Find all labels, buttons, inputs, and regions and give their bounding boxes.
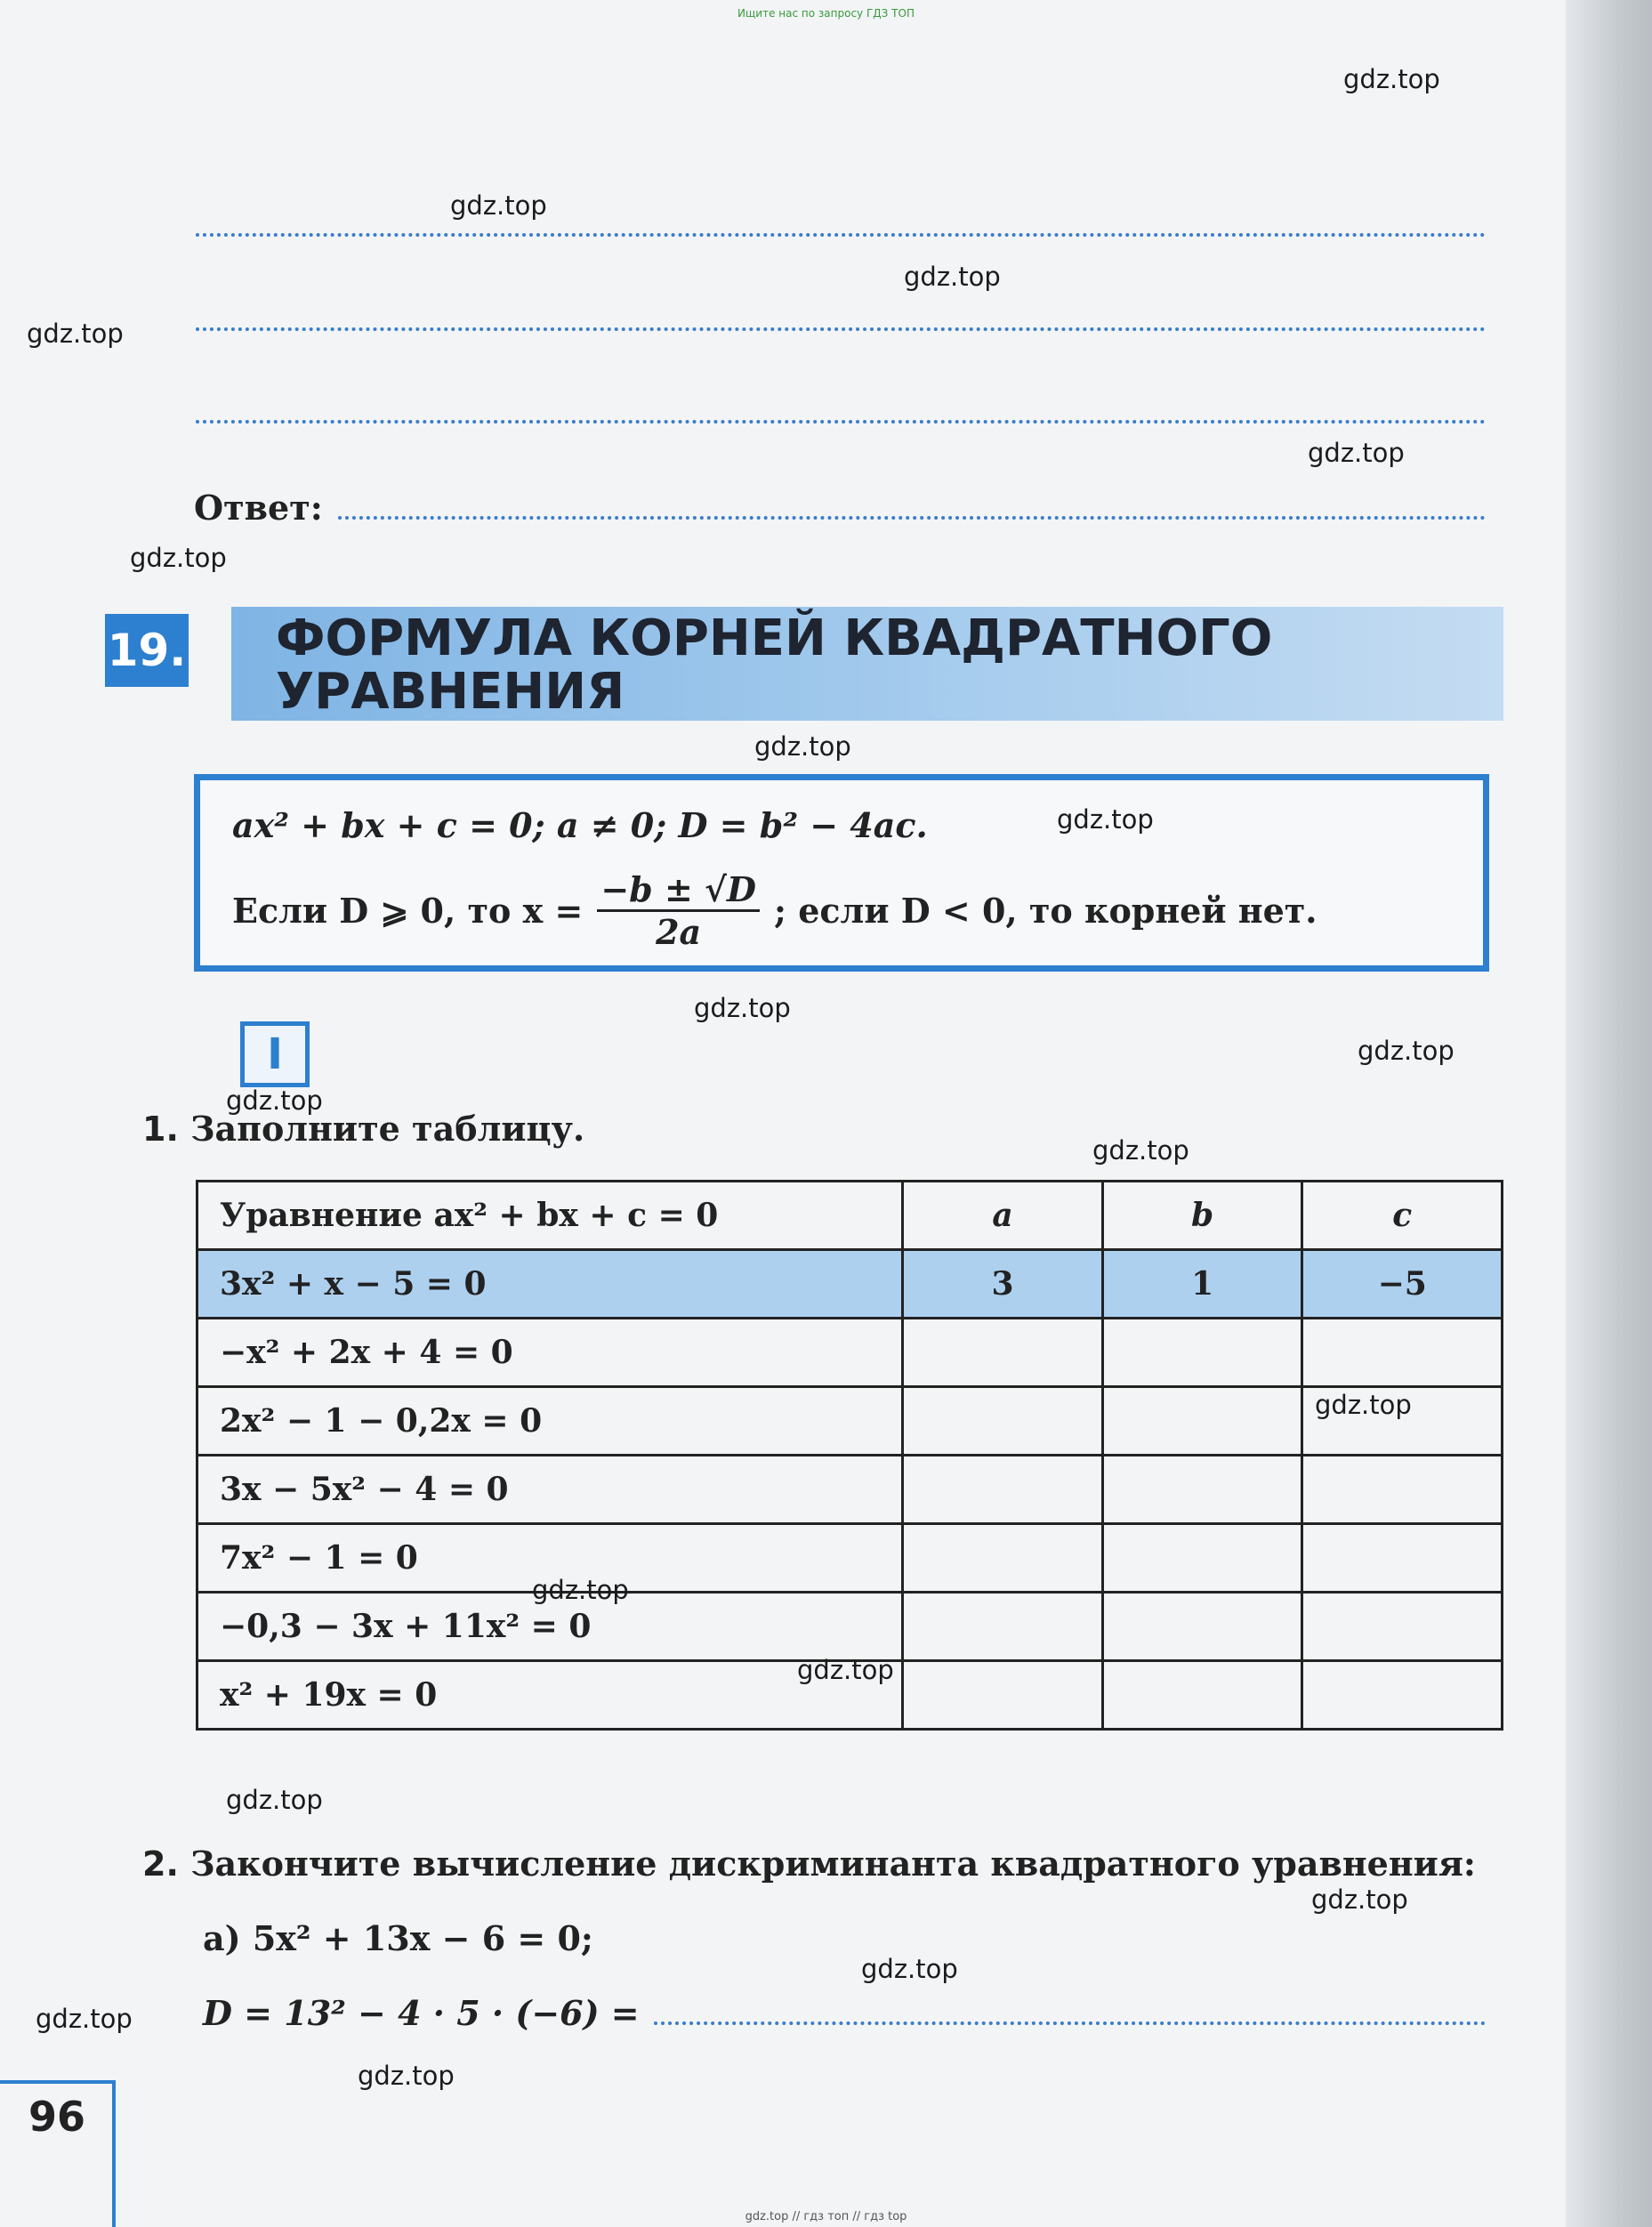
watermark: gdz.top xyxy=(358,2061,455,2091)
section-title-line1: ФОРМУЛА КОРНЕЙ КВАДРАТНОГО xyxy=(276,609,1273,667)
a-cell: 3 xyxy=(903,1250,1103,1319)
watermark: gdz.top xyxy=(532,1575,629,1605)
table-row xyxy=(197,1456,1503,1524)
formula-else-text: ; если D < 0, то корней нет. xyxy=(773,891,1318,931)
c-cell[interactable] xyxy=(1302,1661,1503,1730)
table-row xyxy=(197,1387,1503,1456)
footer-note: gdz.top // гдз топ // гдз top xyxy=(745,2210,907,2223)
watermark: gdz.top xyxy=(694,993,791,1023)
b-cell[interactable] xyxy=(1102,1319,1302,1387)
watermark: gdz.top xyxy=(226,1785,323,1815)
b-cell[interactable] xyxy=(1102,1387,1302,1456)
b-cell[interactable] xyxy=(1102,1661,1302,1730)
equation-cell: −x² + 2x + 4 = 0 xyxy=(197,1319,903,1387)
header-a: a xyxy=(903,1182,1103,1250)
watermark: gdz.top xyxy=(904,262,1001,292)
answer-line[interactable] xyxy=(196,327,1486,331)
coefficients-table xyxy=(196,1180,1503,1731)
b-cell[interactable] xyxy=(1102,1593,1302,1661)
watermark: gdz.top xyxy=(1358,1036,1455,1066)
watermark: gdz.top xyxy=(1308,438,1405,468)
watermark: gdz.top xyxy=(36,2004,133,2034)
equation-cell: 2x² − 1 − 0,2x = 0 xyxy=(197,1387,903,1456)
page-number: 96 xyxy=(28,2093,85,2141)
fraction-denominator: 2a xyxy=(656,912,702,952)
c-cell: −5 xyxy=(1302,1250,1503,1319)
a-cell[interactable] xyxy=(903,1524,1103,1593)
answer-line[interactable] xyxy=(338,516,1486,520)
table-row-example xyxy=(197,1250,1503,1319)
answer-line[interactable] xyxy=(654,2021,1486,2025)
table-row xyxy=(197,1593,1503,1661)
formula-line2 xyxy=(232,869,1318,952)
c-cell[interactable] xyxy=(1302,1524,1503,1593)
watermark: gdz.top xyxy=(1315,1390,1412,1420)
header-equation: Уравнение ax² + bx + c = 0 xyxy=(197,1182,903,1250)
task-2-number: 2. xyxy=(142,1844,179,1884)
equation-cell: −0,3 − 3x + 11x² = 0 xyxy=(197,1593,903,1661)
a-cell[interactable] xyxy=(903,1387,1103,1456)
equation-cell: 3x − 5x² − 4 = 0 xyxy=(197,1456,903,1524)
formula-line1: ax² + bx + c = 0; a ≠ 0; D = b² − 4ac. xyxy=(232,805,928,845)
table-row xyxy=(197,1524,1503,1593)
equation-cell: 3x² + x − 5 = 0 xyxy=(197,1250,903,1319)
answer-line[interactable] xyxy=(196,420,1486,424)
section-number: 19. xyxy=(105,614,189,687)
watermark: gdz.top xyxy=(226,1085,323,1116)
equation-cell: x² + 19x = 0 xyxy=(197,1661,903,1730)
table-header-row xyxy=(197,1182,1503,1250)
task-2-part-a: а) 5x² + 13x − 6 = 0; xyxy=(203,1918,593,1958)
task-2 xyxy=(142,1844,1476,1884)
a-cell[interactable] xyxy=(903,1661,1103,1730)
equation-cell: 7x² − 1 = 0 xyxy=(197,1524,903,1593)
b-cell[interactable] xyxy=(1102,1456,1302,1524)
task-1-number: 1. xyxy=(142,1109,179,1149)
a-cell[interactable] xyxy=(903,1593,1103,1661)
task-1-text: Заполните таблицу. xyxy=(190,1109,585,1149)
book-spine xyxy=(1566,0,1652,2227)
c-cell[interactable] xyxy=(1302,1456,1503,1524)
watermark: gdz.top xyxy=(1092,1135,1189,1166)
fraction-numerator: −b ± √D xyxy=(597,869,760,912)
task-1 xyxy=(142,1109,584,1149)
discriminant-expression: D = 13² − 4 · 5 · (−6) = xyxy=(203,1993,640,2033)
a-cell[interactable] xyxy=(903,1456,1103,1524)
b-cell[interactable] xyxy=(1102,1524,1302,1593)
task-2-text: Закончите вычисление дискриминанта квадратного уравнения: xyxy=(190,1844,1476,1884)
watermark: gdz.top xyxy=(27,319,124,349)
table-row xyxy=(197,1319,1503,1387)
answer-line[interactable] xyxy=(196,233,1486,237)
level-badge: I xyxy=(240,1021,310,1087)
formula-if-text: Если D ⩾ 0, то x = xyxy=(232,891,584,931)
watermark: gdz.top xyxy=(754,731,851,762)
answer-label: Ответ: xyxy=(194,488,323,528)
formula-box xyxy=(194,774,1489,972)
watermark: gdz.top xyxy=(861,1954,958,1984)
watermark: gdz.top xyxy=(797,1655,894,1685)
root-fraction xyxy=(597,869,760,952)
b-cell: 1 xyxy=(1102,1250,1302,1319)
a-cell[interactable] xyxy=(903,1319,1103,1387)
watermark: gdz.top xyxy=(130,543,227,573)
watermark: gdz.top xyxy=(1311,1884,1408,1915)
page-number-rule xyxy=(0,2080,116,2084)
header-note: Ищите нас по запросу ГДЗ ТОП xyxy=(737,7,915,20)
header-b: b xyxy=(1102,1182,1302,1250)
watermark: gdz.top xyxy=(1343,64,1440,94)
section-title-line2: УРАВНЕНИЯ xyxy=(276,663,625,721)
section-title xyxy=(276,609,1432,721)
header-c: c xyxy=(1302,1182,1503,1250)
watermark: gdz.top xyxy=(1057,804,1154,835)
c-cell[interactable] xyxy=(1302,1593,1503,1661)
c-cell[interactable] xyxy=(1302,1319,1503,1387)
watermark: gdz.top xyxy=(450,190,547,221)
